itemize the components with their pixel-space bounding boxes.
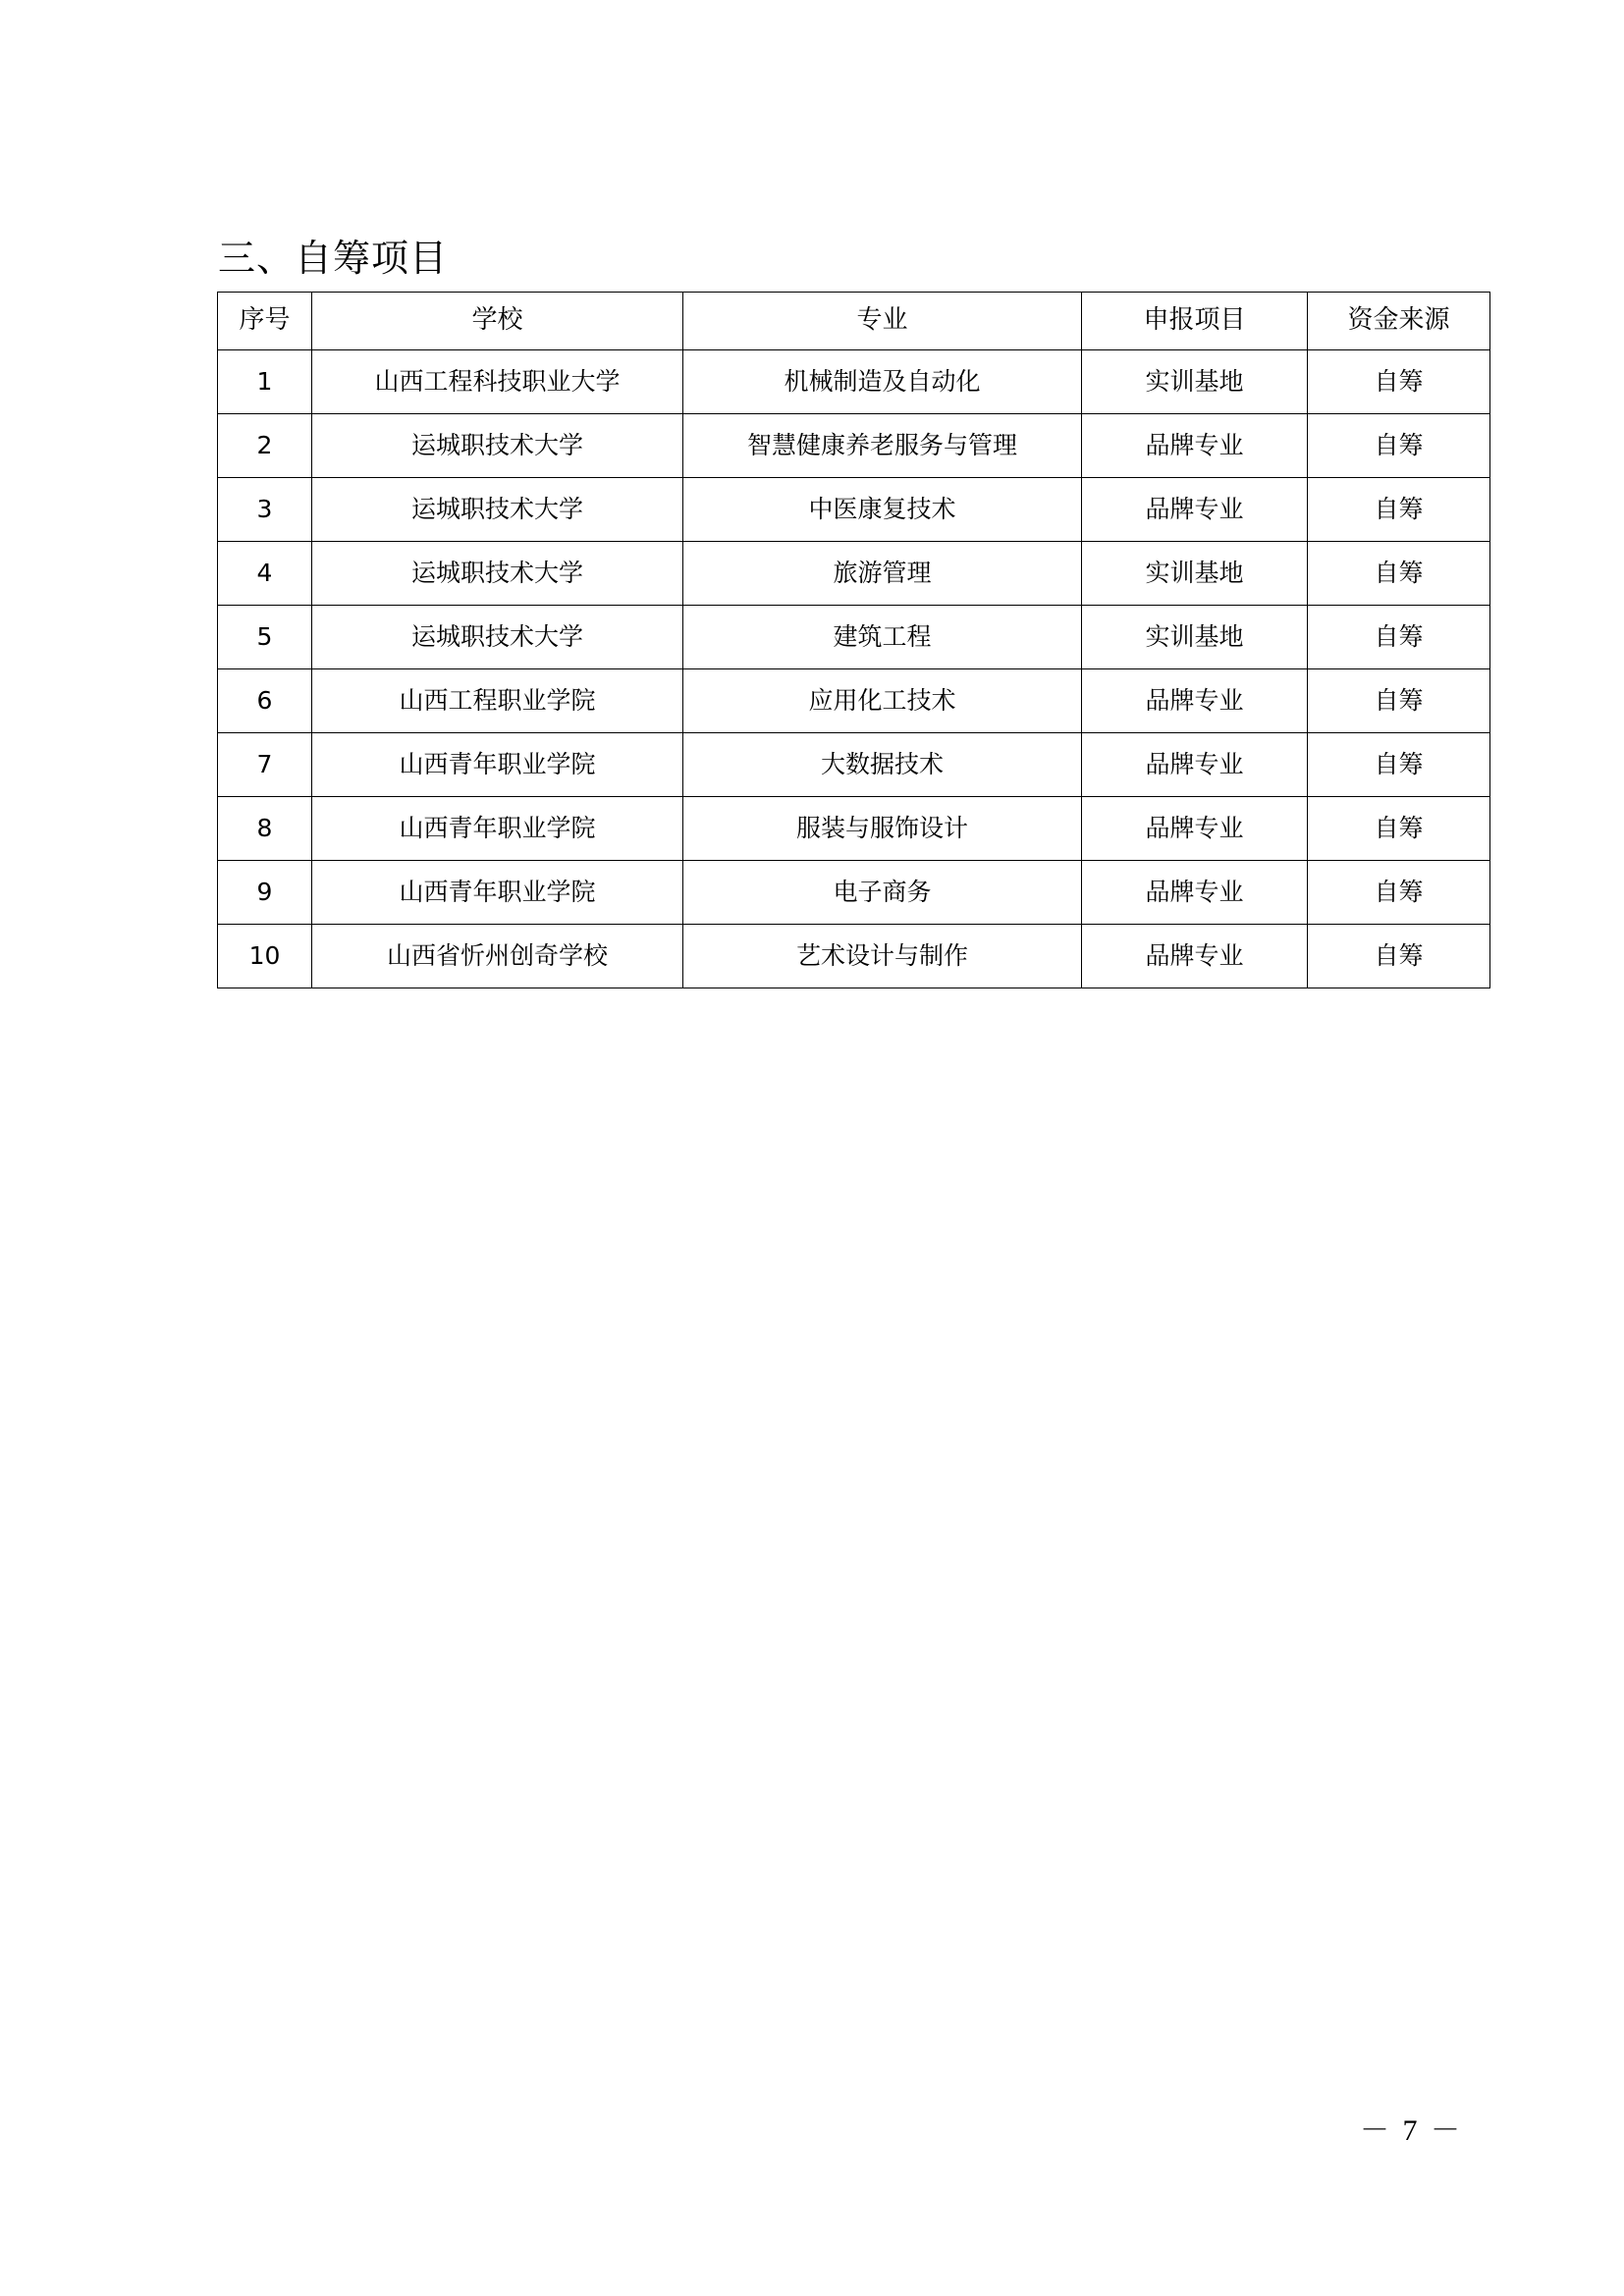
cell-major: 应用化工技术 bbox=[683, 669, 1082, 733]
cell-major: 服装与服饰设计 bbox=[683, 797, 1082, 861]
cell-project: 品牌专业 bbox=[1082, 733, 1308, 797]
cell-school: 山西青年职业学院 bbox=[312, 733, 683, 797]
cell-funding: 自筹 bbox=[1308, 414, 1490, 478]
cell-funding: 自筹 bbox=[1308, 669, 1490, 733]
cell-funding: 自筹 bbox=[1308, 733, 1490, 797]
column-header-project: 申报项目 bbox=[1082, 293, 1308, 350]
cell-index: 1 bbox=[218, 350, 312, 414]
cell-index: 5 bbox=[218, 606, 312, 669]
table-row bbox=[218, 925, 1490, 988]
table-row bbox=[218, 861, 1490, 925]
cell-funding: 自筹 bbox=[1308, 542, 1490, 606]
cell-school: 山西省忻州创奇学校 bbox=[312, 925, 683, 988]
cell-major: 智慧健康养老服务与管理 bbox=[683, 414, 1082, 478]
cell-index: 9 bbox=[218, 861, 312, 925]
cell-major: 旅游管理 bbox=[683, 542, 1082, 606]
cell-project: 实训基地 bbox=[1082, 606, 1308, 669]
table-header bbox=[218, 293, 1490, 350]
cell-school: 运城职技术大学 bbox=[312, 414, 683, 478]
column-header-school: 学校 bbox=[312, 293, 683, 350]
self-funded-projects-table bbox=[217, 292, 1490, 988]
cell-project: 品牌专业 bbox=[1082, 925, 1308, 988]
cell-funding: 自筹 bbox=[1308, 478, 1490, 542]
cell-school: 山西工程职业学院 bbox=[312, 669, 683, 733]
table-row bbox=[218, 478, 1490, 542]
cell-funding: 自筹 bbox=[1308, 797, 1490, 861]
cell-major: 电子商务 bbox=[683, 861, 1082, 925]
cell-major: 大数据技术 bbox=[683, 733, 1082, 797]
cell-major: 艺术设计与制作 bbox=[683, 925, 1082, 988]
cell-index: 2 bbox=[218, 414, 312, 478]
cell-major: 机械制造及自动化 bbox=[683, 350, 1082, 414]
page-number: － 7 － bbox=[1360, 2114, 1463, 2147]
cell-school: 山西青年职业学院 bbox=[312, 797, 683, 861]
cell-index: 3 bbox=[218, 478, 312, 542]
cell-project: 品牌专业 bbox=[1082, 861, 1308, 925]
cell-project: 实训基地 bbox=[1082, 542, 1308, 606]
cell-project: 实训基地 bbox=[1082, 350, 1308, 414]
cell-funding: 自筹 bbox=[1308, 606, 1490, 669]
column-header-major: 专业 bbox=[683, 293, 1082, 350]
table-header-row bbox=[218, 293, 1490, 350]
cell-project: 品牌专业 bbox=[1082, 669, 1308, 733]
table-body bbox=[218, 350, 1490, 988]
cell-project: 品牌专业 bbox=[1082, 797, 1308, 861]
cell-school: 运城职技术大学 bbox=[312, 478, 683, 542]
table-row bbox=[218, 414, 1490, 478]
table-row bbox=[218, 669, 1490, 733]
cell-index: 10 bbox=[218, 925, 312, 988]
cell-school: 山西工程科技职业大学 bbox=[312, 350, 683, 414]
cell-school: 运城职技术大学 bbox=[312, 606, 683, 669]
section-title: 三、自筹项目 bbox=[218, 237, 449, 280]
cell-major: 建筑工程 bbox=[683, 606, 1082, 669]
cell-funding: 自筹 bbox=[1308, 350, 1490, 414]
table-row bbox=[218, 797, 1490, 861]
cell-index: 6 bbox=[218, 669, 312, 733]
column-header-funding: 资金来源 bbox=[1308, 293, 1490, 350]
cell-school: 运城职技术大学 bbox=[312, 542, 683, 606]
cell-project: 品牌专业 bbox=[1082, 478, 1308, 542]
cell-project: 品牌专业 bbox=[1082, 414, 1308, 478]
cell-major: 中医康复技术 bbox=[683, 478, 1082, 542]
cell-index: 4 bbox=[218, 542, 312, 606]
cell-funding: 自筹 bbox=[1308, 925, 1490, 988]
table-row bbox=[218, 606, 1490, 669]
table-row bbox=[218, 542, 1490, 606]
column-header-index: 序号 bbox=[218, 293, 312, 350]
cell-funding: 自筹 bbox=[1308, 861, 1490, 925]
cell-school: 山西青年职业学院 bbox=[312, 861, 683, 925]
table-row bbox=[218, 350, 1490, 414]
cell-index: 7 bbox=[218, 733, 312, 797]
table-row bbox=[218, 733, 1490, 797]
cell-index: 8 bbox=[218, 797, 312, 861]
